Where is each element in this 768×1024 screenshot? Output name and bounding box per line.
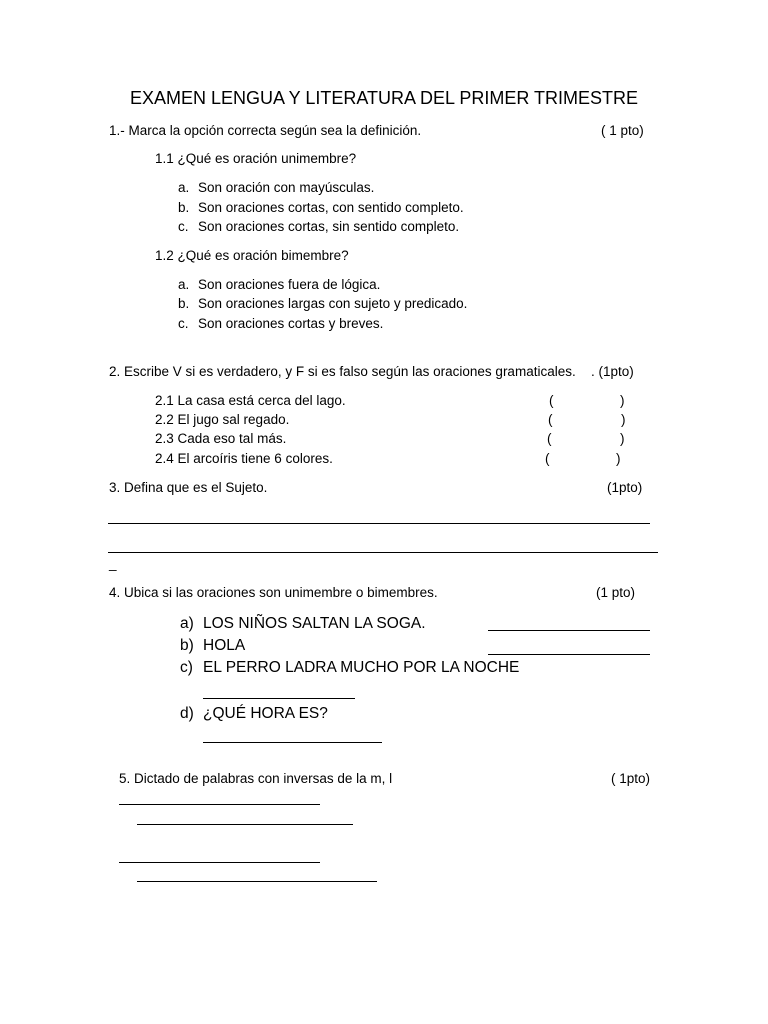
answer-line bbox=[137, 881, 377, 882]
question-5-text: 5. Dictado de palabras con inversas de la m, l bbox=[119, 771, 393, 786]
option-1-1-a: a. Son oración con mayúsculas. bbox=[178, 180, 375, 195]
question-5-points: ( 1pto) bbox=[611, 771, 651, 786]
answer-line bbox=[119, 804, 320, 805]
option-1-1-b: b. Son oraciones cortas, con sentido completo. bbox=[178, 200, 464, 215]
question-4-points: (1 pto) bbox=[596, 585, 636, 600]
tf-close-paren: ) bbox=[621, 412, 626, 427]
tf-item-2-4: 2.4 El arcoíris tiene 6 colores. bbox=[155, 451, 333, 466]
question-3-points: (1pto) bbox=[607, 480, 643, 495]
tf-open-paren: ( bbox=[547, 431, 552, 446]
tf-item-2-3: 2.3 Cada eso tal más. bbox=[155, 431, 287, 446]
sentence-4-a: a) LOS NIÑOS SALTAN LA SOGA. bbox=[180, 615, 426, 632]
option-1-2-a: a. Son oraciones fuera de lógica. bbox=[178, 277, 381, 292]
tf-close-paren: ) bbox=[616, 451, 621, 466]
question-1-1-text: 1.1 ¿Qué es oración unimembre? bbox=[155, 151, 357, 166]
option-1-1-c: c. Son oraciones cortas, sin sentido completo. bbox=[178, 219, 460, 234]
sentence-4-c: c) EL PERRO LADRA MUCHO POR LA NOCHE bbox=[180, 659, 520, 676]
question-2-points: . (1pto) bbox=[591, 364, 634, 379]
answer-line bbox=[488, 630, 650, 631]
sentence-4-b: b) HOLA bbox=[180, 637, 246, 654]
question-1-points: ( 1 pto) bbox=[601, 123, 644, 138]
option-1-2-c: c. Son oraciones cortas y breves. bbox=[178, 316, 384, 331]
exam-title: EXAMEN LENGUA Y LITERATURA DEL PRIMER TRIMESTRE bbox=[129, 88, 639, 108]
tf-close-paren: ) bbox=[620, 393, 625, 408]
tf-open-paren: ( bbox=[549, 393, 554, 408]
answer-line bbox=[137, 824, 353, 825]
tf-item-2-2: 2.2 El jugo sal regado. bbox=[155, 412, 290, 427]
answer-line bbox=[108, 552, 658, 553]
tf-close-paren: ) bbox=[620, 431, 625, 446]
option-1-2-b: b. Son oraciones largas con sujeto y predicado. bbox=[178, 296, 468, 311]
answer-line bbox=[488, 654, 650, 655]
trailing-underscore: _ bbox=[109, 556, 117, 571]
question-1-text: 1.- Marca la opción correcta según sea la definición. bbox=[109, 123, 422, 138]
answer-line bbox=[108, 523, 650, 524]
tf-open-paren: ( bbox=[548, 412, 553, 427]
answer-line bbox=[203, 698, 355, 699]
question-3-text: 3. Defina que es el Sujeto. bbox=[109, 480, 268, 495]
question-2-text: 2. Escribe V si es verdadero, y F si es falso según las oraciones gramaticales. bbox=[109, 364, 576, 379]
tf-open-paren: ( bbox=[545, 451, 550, 466]
answer-line bbox=[203, 742, 382, 743]
tf-item-2-1: 2.1 La casa está cerca del lago. bbox=[155, 393, 346, 408]
sentence-4-d: d) ¿QUÉ HORA ES? bbox=[180, 705, 328, 722]
question-1-2-text: 1.2 ¿Qué es oración bimembre? bbox=[155, 248, 349, 263]
answer-line bbox=[119, 862, 320, 863]
question-4-text: 4. Ubica si las oraciones son unimembre o bimembres. bbox=[109, 585, 438, 600]
